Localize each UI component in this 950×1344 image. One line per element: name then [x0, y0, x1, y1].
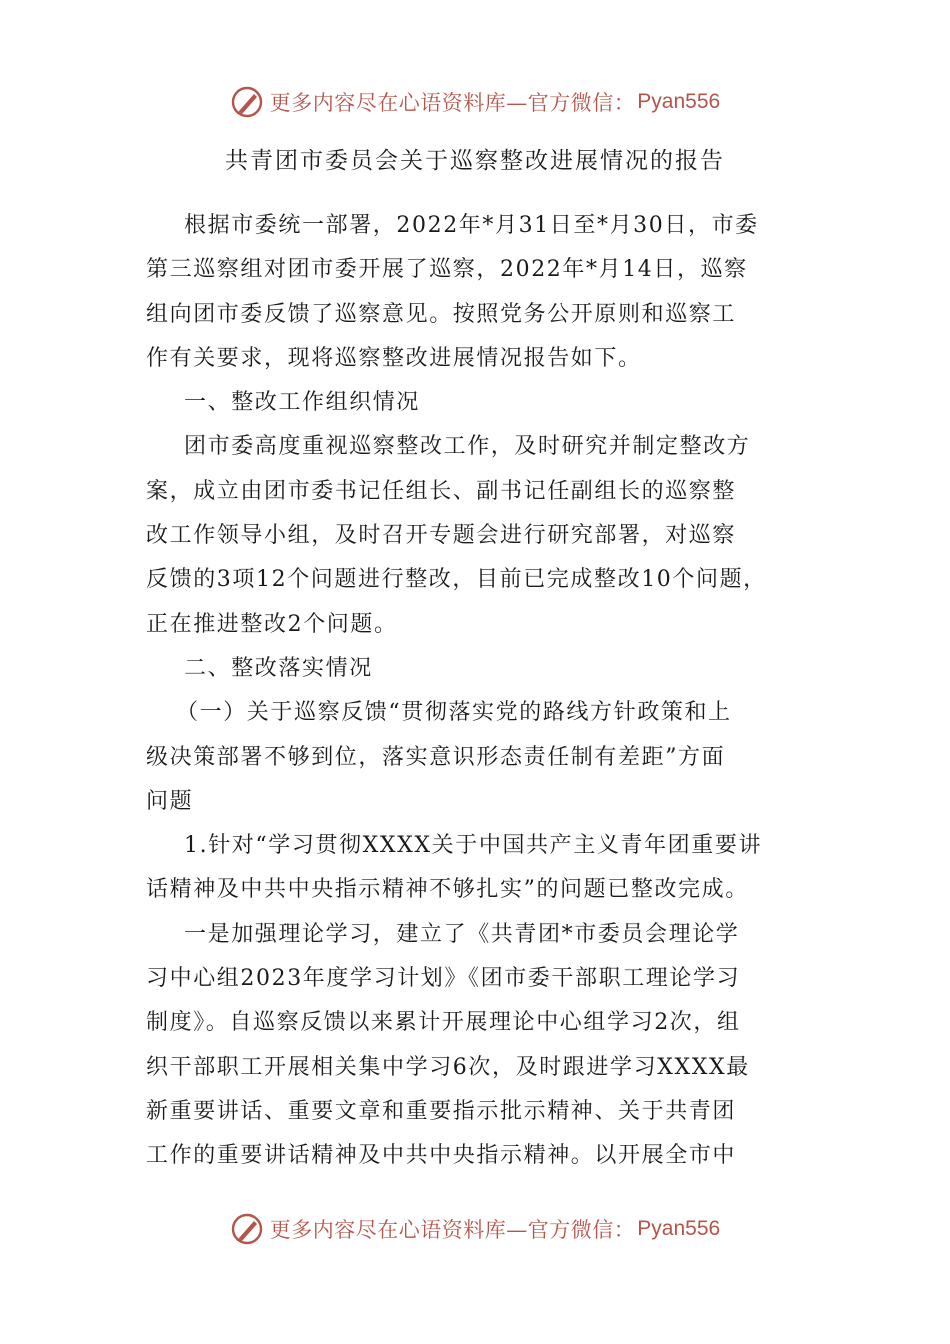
body-line: 反馈的3项12个问题进行整改，目前已完成整改10个问题，: [146, 567, 767, 593]
watermark-header: [0, 82, 950, 122]
body-line: 工作的重要讲话精神及中共中央指示精神。以开展全市中: [146, 1143, 737, 1169]
body-line: 习中心组2023年度学习计划》《团市委干部职工理论学习: [146, 966, 741, 992]
watermark-text: 更多内容尽在心语资料库—官方微信：: [269, 91, 636, 115]
body-line: 改工作领导小组，及时召开专题会进行研究部署，对巡察: [146, 523, 737, 549]
watermark-footer: [0, 1209, 950, 1249]
body-line: 问题: [146, 788, 194, 814]
body-line: 1.针对“学习贯彻XXXX关于中国共产主义青年团重要讲: [184, 833, 763, 859]
body-line: 制度》。自巡察反馈以来累计开展理论中心组学习2次，组: [146, 1010, 741, 1036]
document-title: 共青团市委员会关于巡察整改进展情况的报告: [225, 148, 725, 174]
body-line: 一是加强理论学习，建立了《共青团*市委员会理论学: [184, 921, 740, 947]
body-line: 级决策部署不够到位，落实意识形态责任制有差距”方面: [146, 744, 726, 770]
body-line: 作有关要求，现将巡察整改进展情况报告如下。: [146, 345, 642, 371]
body-line: 正在推进整改2个问题。: [146, 611, 398, 637]
body-line: 第三巡察组对团市委开展了巡察，2022年*月14日，巡察: [146, 257, 748, 283]
body-line: 团市委高度重视巡察整改工作，及时研究并制定整改方: [184, 434, 751, 460]
pen-logo-icon: [230, 85, 264, 119]
watermark-wechat-id: Pyan556: [637, 1217, 721, 1240]
watermark-wechat-id: Pyan556: [637, 90, 721, 113]
body-line: 根据市委统一部署，2022年*月31日至*月30日，市委: [184, 213, 759, 238]
section-heading: 一、整改工作组织情况: [184, 390, 421, 416]
section-heading: 二、整改落实情况: [184, 655, 373, 681]
body-line: 话精神及中共中央指示精神不够扎实”的问题已整改完成。: [146, 877, 749, 903]
body-line: 新重要讲话、重要文章和重要指示批示精神、关于共青团: [146, 1098, 737, 1124]
pen-logo-icon: [230, 1212, 264, 1246]
body-line: 织干部职工开展相关集中学习6次，及时跟进学习XXXX最: [146, 1054, 750, 1080]
document-body: [146, 204, 814, 1179]
subsection-heading: （一）关于巡察反馈“贯彻落实党的路线方针政策和上: [176, 700, 732, 726]
body-line: 案，成立由团市委书记任组长、副书记任副组长的巡察整: [146, 478, 737, 504]
watermark-text: 更多内容尽在心语资料库—官方微信：: [269, 1218, 636, 1242]
body-line: 组向团市委反馈了巡察意见。按照党务公开原则和巡察工: [146, 301, 737, 327]
